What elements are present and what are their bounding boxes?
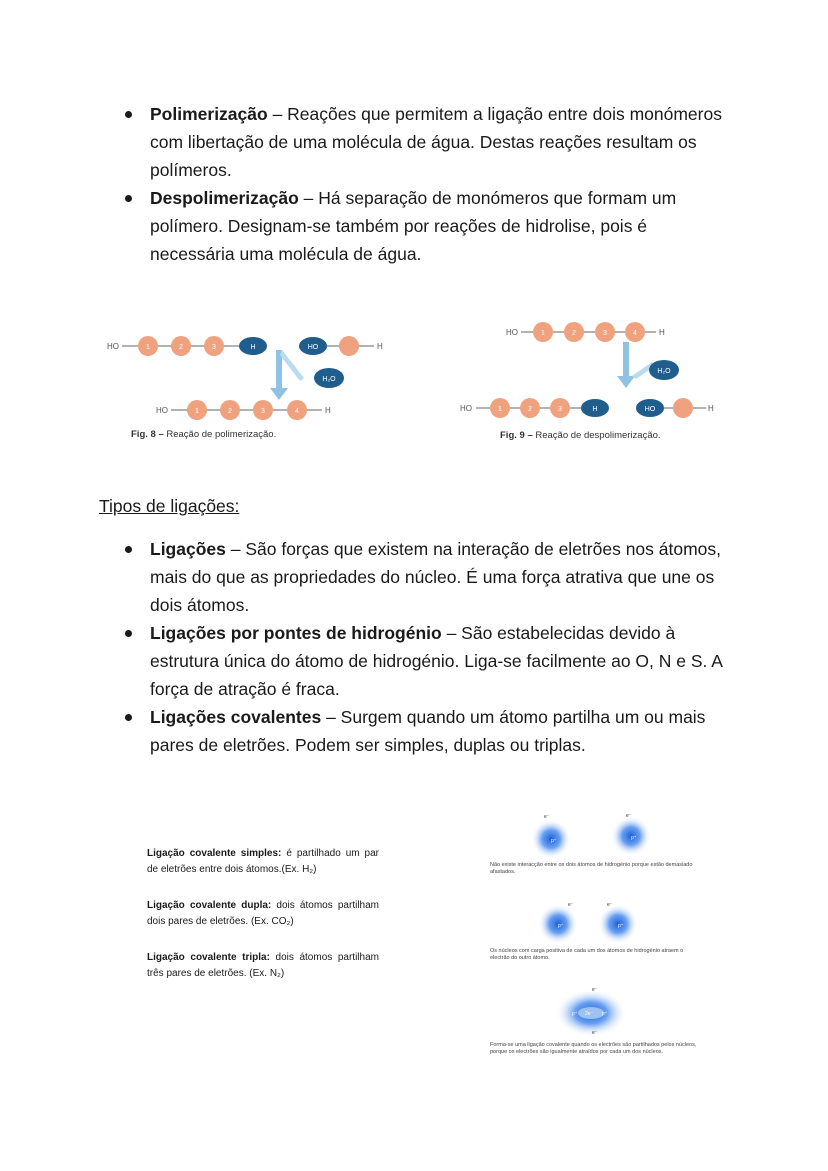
water-release-arrow bbox=[280, 350, 304, 381]
figure-caption-text: Reação de despolimerização. bbox=[532, 430, 661, 441]
orbital-diagram bbox=[488, 806, 708, 1066]
list-item bbox=[122, 535, 742, 619]
monomer-node bbox=[673, 398, 693, 418]
orbital-caption: Forma-se uma ligação covalente quando os electrões são partilhados pelos núcleos, porque os electrões são igualmente atraídos por cada um dos núcleos. bbox=[490, 1042, 697, 1055]
hydroxyl-label: HO bbox=[644, 406, 656, 413]
list-item bbox=[122, 100, 732, 184]
orbital-caption: Os núcleos com carga positiva de cada um dos átomos de hidrogénio atraem o electrão do outro átomo. bbox=[490, 948, 684, 961]
hydrogen-label: H bbox=[592, 406, 598, 413]
monomer-number: 2 bbox=[179, 344, 183, 351]
chain-end-label: HO bbox=[506, 328, 518, 337]
list-item bbox=[122, 619, 742, 703]
list-item-term: Ligações covalentes bbox=[150, 707, 322, 727]
water-label: H₂O bbox=[657, 368, 671, 375]
figure-depolymerization bbox=[456, 316, 726, 451]
electron-label: e⁻ bbox=[607, 902, 613, 908]
bond-description bbox=[147, 950, 379, 982]
depolymerization-diagram bbox=[456, 316, 726, 446]
electron-label: e⁻ bbox=[592, 1030, 598, 1036]
chain-end-label: H bbox=[377, 342, 383, 351]
chain-end-label: H bbox=[708, 404, 714, 413]
bond-text: é partilhado um par de eletrões entre dois átomos.(Ex. H₂) bbox=[147, 848, 379, 875]
figure-polymerization bbox=[104, 322, 404, 455]
list-item-text: – São estabelecidas devido à estrutura única do átomo de hidrogénio. Liga-se facilmente ao O, N e S. A força de atração é fraca. bbox=[150, 623, 723, 699]
list-item-term: Ligações por pontes de hidrogénio bbox=[150, 623, 442, 643]
bond-term: Ligação covalente dupla: bbox=[147, 900, 272, 911]
bond-types-list bbox=[122, 535, 742, 759]
figure-number: Fig. 8 – bbox=[131, 429, 164, 440]
electron-label: e⁻ bbox=[568, 902, 574, 908]
list-item-term: Polimerização bbox=[150, 104, 268, 124]
chain-end-label: H bbox=[659, 328, 665, 337]
bond-term: Ligação covalente simples: bbox=[147, 848, 282, 859]
electron-label: e⁻ bbox=[544, 814, 550, 820]
list-item-text: – São forças que existem na interação de eletrões nos átomos, mais do que as propriedades do núcleo. É uma força atrativa que une os dois átomos. bbox=[150, 539, 722, 615]
hydroxyl-label: HO bbox=[307, 344, 319, 351]
covalent-bond-descriptions bbox=[147, 846, 379, 1002]
shared-electrons-label: 2e⁻ bbox=[585, 1011, 594, 1017]
list-item bbox=[122, 184, 732, 268]
proton-label: p⁺ bbox=[572, 1011, 578, 1017]
monomer-number: 2 bbox=[228, 408, 232, 415]
orbital-caption: Não existe interacção entre os dois átomos de hidrogénio porque estão demasiado afastados. bbox=[490, 862, 693, 875]
monomer-number: 3 bbox=[261, 408, 265, 415]
figure-caption-text: Reação de polimerização. bbox=[163, 429, 277, 440]
proton-label: p⁺ bbox=[631, 835, 637, 841]
monomer-number: 3 bbox=[212, 344, 216, 351]
monomer-number: 1 bbox=[541, 330, 545, 337]
monomer-node bbox=[339, 336, 359, 356]
figure-number: Fig. 9 – bbox=[500, 430, 533, 441]
bond-term: Ligação covalente tripla: bbox=[147, 952, 270, 963]
chain-end-label: HO bbox=[460, 404, 472, 413]
section-title: Tipos de ligações: bbox=[99, 496, 240, 516]
monomer-number: 3 bbox=[558, 406, 562, 413]
proton-label: p⁺ bbox=[551, 838, 557, 844]
proton-label: p⁺ bbox=[602, 1011, 608, 1017]
proton-label: p⁺ bbox=[558, 923, 564, 929]
list-item-text: – Reações que permitem a ligação entre dois monómeros com libertação de uma molécula de água. Destas reações resultam os polímeros. bbox=[150, 104, 722, 180]
figure-caption bbox=[500, 430, 661, 441]
electron-label: e⁻ bbox=[592, 987, 598, 993]
monomer-number: 4 bbox=[295, 408, 299, 415]
proton-label: p⁺ bbox=[618, 923, 624, 929]
monomer-number: 1 bbox=[195, 408, 199, 415]
chain-end-label: HO bbox=[156, 406, 168, 415]
electron-label: e⁻ bbox=[626, 813, 632, 819]
monomer-number: 2 bbox=[528, 406, 532, 413]
list-item-term: Despolimerização bbox=[150, 188, 299, 208]
list-item-text: – Surgem quando um átomo partilha um ou mais pares de eletrões. Podem ser simples, duplas ou triplas. bbox=[150, 707, 706, 755]
chain-end-label: H bbox=[325, 406, 331, 415]
list-item bbox=[122, 703, 742, 759]
hydrogen-label: H bbox=[250, 344, 256, 351]
chain-end-label: HO bbox=[107, 342, 119, 351]
monomer-number: 1 bbox=[498, 406, 502, 413]
monomer-number: 3 bbox=[603, 330, 607, 337]
water-label: H₂O bbox=[322, 376, 336, 383]
list-item-term: Ligações bbox=[150, 539, 226, 559]
list-item-text: – Há separação de monómeros que formam um polímero. Designam-se também por reações de hidrolise, pois é necessária uma molécula de água. bbox=[150, 188, 677, 264]
figure-caption bbox=[131, 429, 276, 440]
reaction-types-list bbox=[122, 100, 732, 268]
bond-description bbox=[147, 846, 379, 878]
monomer-number: 1 bbox=[146, 344, 150, 351]
bond-description bbox=[147, 898, 379, 930]
bond-text: dois átomos partilham dois pares de eletrões. (Ex. CO₂) bbox=[147, 900, 379, 927]
reaction-arrow bbox=[617, 342, 635, 388]
monomer-number: 2 bbox=[572, 330, 576, 337]
monomer-number: 4 bbox=[633, 330, 637, 337]
bond-text: dois átomos partilham três pares de eletrões. (Ex. N₂) bbox=[147, 952, 379, 979]
